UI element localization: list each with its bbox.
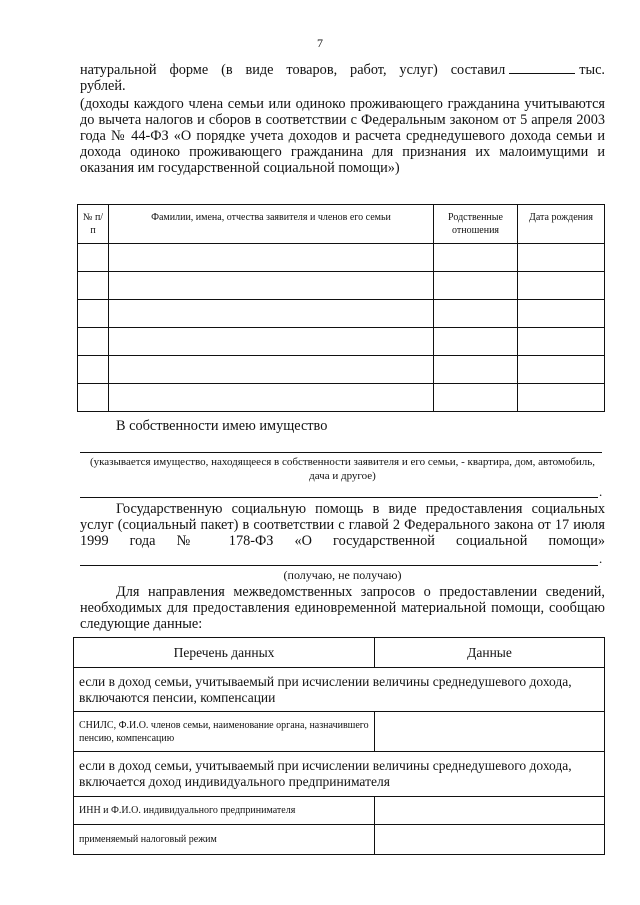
property-caption: (указывается имущество, находящееся в собственности заявителя и его семьи, - квартира, дом, автомобиль, дача и другое) [89, 456, 596, 482]
page-number: 7 [317, 36, 323, 50]
header-data-list: Перечень данных [74, 638, 375, 668]
property-input-line[interactable] [80, 452, 602, 453]
row-tax-regime-value[interactable] [375, 825, 605, 855]
row-tax-regime-label: применяемый налоговый режим [74, 825, 375, 855]
col-birth-date: Дата рождения [518, 205, 605, 244]
row-inn-label: ИНН и Ф.И.О. индивидуального предпринимателя [74, 797, 375, 825]
row-entrepreneur: если в доход семьи, учитываемый при исчислении величины среднедушевого дохода, включается доход индивидуального предпринимателя [74, 752, 605, 797]
row-snils-label: СНИЛС, Ф.И.О. членов семьи, наименование органа, назначившего пенсию, компенсацию [74, 712, 375, 752]
income-blank-field[interactable] [509, 62, 575, 74]
income-line-rubles: рублей. [80, 78, 126, 94]
table-row [78, 272, 605, 300]
data-table [73, 637, 605, 855]
social-package-paragraph: Государственную социальную помощь в виде предоставления социальных услуг (социальный пакет) в соответствии с главой 2 Федерального закона от 17 июля 1999 года № 178-ФЗ «О государственной социальной помощи» [80, 501, 605, 549]
interagency-paragraph: Для направления межведомственных запросов о предоставлении сведений, необходимых для предоставления единовременной материальной помощи, сообщаю следующие данные: [80, 584, 605, 632]
col-full-name: Фамилии, имена, отчества заявителя и членов его семьи [109, 205, 434, 244]
social-caption: (получаю, не получаю) [283, 568, 402, 582]
table-row [78, 328, 605, 356]
social-trail-dot: . [599, 551, 603, 566]
property-trail-dot: . [599, 484, 603, 499]
income-line-start: натуральной форме (в виде товаров, работ, услуг) составил [80, 62, 506, 78]
row-snils-value[interactable] [375, 712, 605, 752]
social-input-line[interactable] [80, 565, 598, 566]
property-input-line-2[interactable] [80, 497, 598, 498]
income-line-end: тыс. [579, 62, 605, 78]
property-heading: В собственности имею имущество [116, 418, 328, 434]
header-data-values: Данные [375, 638, 605, 668]
col-number: № п/п [78, 205, 109, 244]
income-note: (доходы каждого члена семьи или одиноко проживающего гражданина учитываются до вычета налогов и сборов в соответствии с Федеральным законом от 5 апреля 2003 года № 44-ФЗ «О порядке учета доходов и расчета среднедушевого дохода семьи и дохода одиноко проживающего гражданина для признания их малоимущими и оказания им государственной социальной помощи») [80, 96, 605, 176]
col-relationship: Родственные отношения [434, 205, 518, 244]
family-members-table [77, 204, 605, 412]
row-pensions: если в доход семьи, учитываемый при исчислении величины среднедушевого дохода, включаются пенсии, компенсации [74, 668, 605, 712]
table-row [78, 384, 605, 412]
income-paragraph [80, 62, 605, 94]
table-row [78, 356, 605, 384]
table-row [78, 244, 605, 272]
table-row [78, 300, 605, 328]
row-inn-value[interactable] [375, 797, 605, 825]
